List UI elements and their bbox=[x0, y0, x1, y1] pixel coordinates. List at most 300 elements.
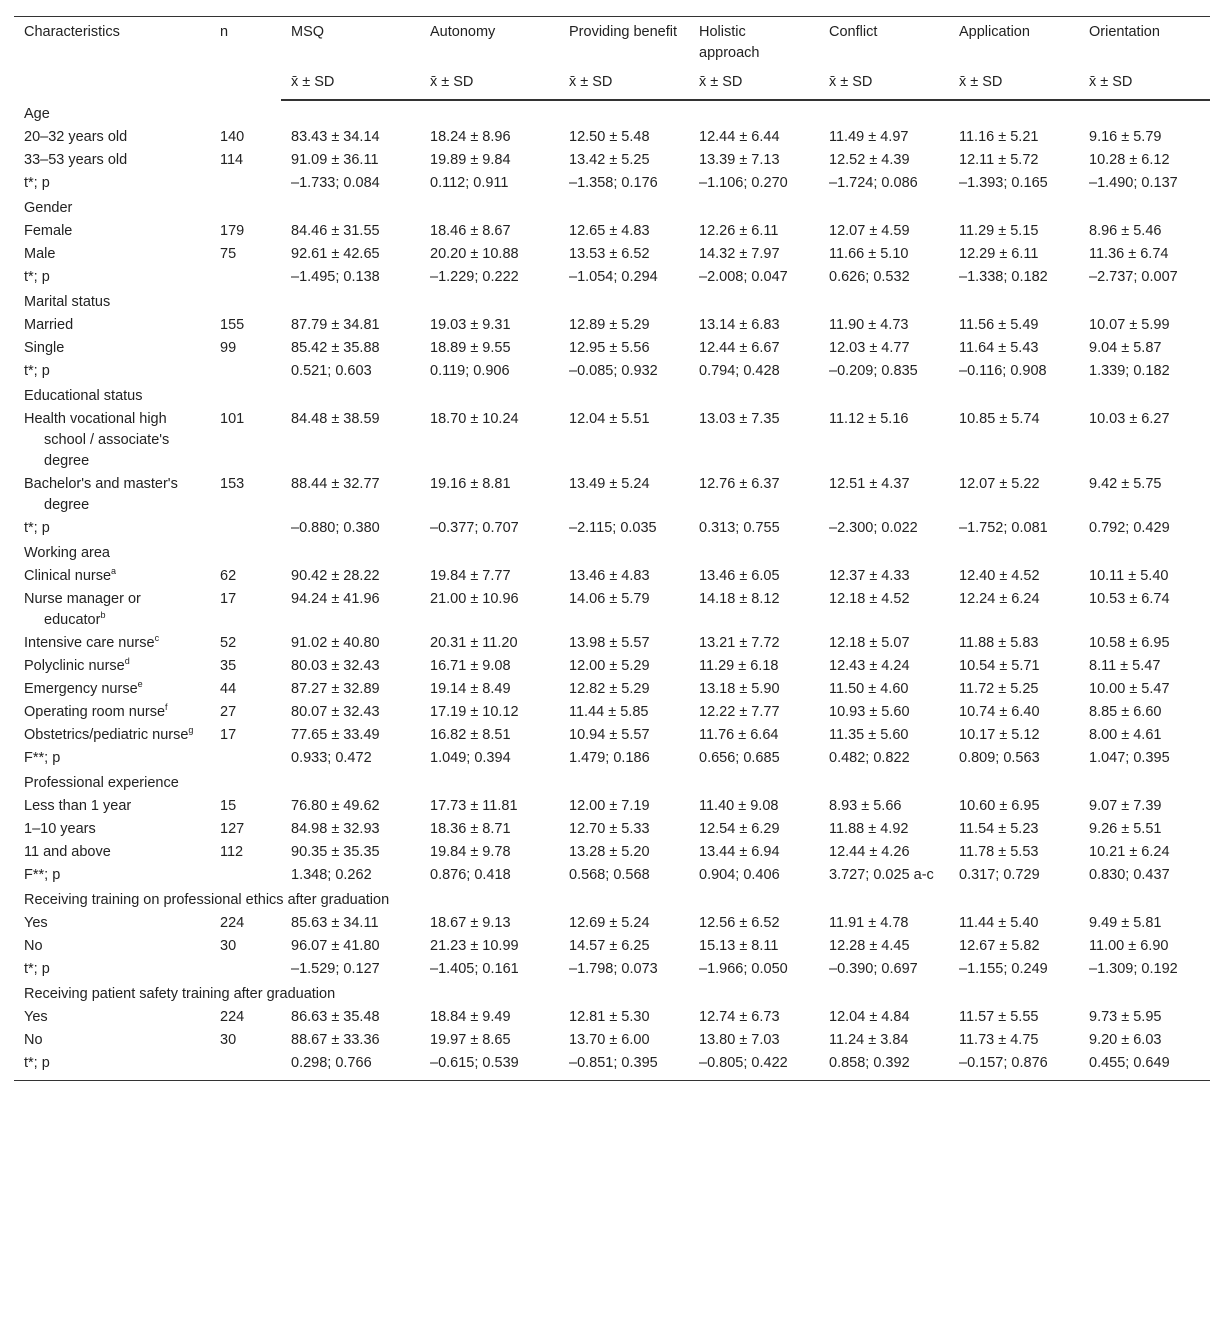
group-title: Professional experience bbox=[24, 775, 179, 791]
cell-value: 14.32 ± 7.97 bbox=[699, 246, 780, 262]
row-label bbox=[14, 1029, 210, 1052]
row-label bbox=[14, 912, 210, 935]
row-label-text: F**; p bbox=[24, 750, 61, 766]
cell-value: 13.18 ± 5.90 bbox=[699, 681, 780, 697]
cell-value: 9.42 ± 5.75 bbox=[1089, 476, 1162, 492]
cell-value: 11.64 ± 5.43 bbox=[959, 340, 1039, 356]
cell-value: –1.229; 0.222 bbox=[430, 269, 519, 285]
footnote-marker: c bbox=[154, 633, 160, 644]
cell-value: 0.933; 0.472 bbox=[291, 750, 372, 766]
cell-value: 3.727; 0.025 a-c bbox=[829, 867, 934, 883]
cell-value: 10.54 ± 5.71 bbox=[959, 658, 1040, 674]
row-label-text: F**; p bbox=[24, 867, 61, 883]
results-table bbox=[14, 16, 1210, 1081]
cell-value: –1.495; 0.138 bbox=[291, 269, 380, 285]
cell-value: 85.42 ± 35.88 bbox=[291, 340, 380, 356]
cell-value: 10.94 ± 5.57 bbox=[569, 727, 650, 743]
row-label-text: Operating room nurse bbox=[24, 704, 166, 720]
cell-value: 12.82 ± 5.29 bbox=[569, 681, 650, 697]
cell-value: 19.84 ± 9.78 bbox=[430, 844, 511, 860]
cell-value: 19.14 ± 8.49 bbox=[430, 681, 511, 697]
cell-value: –2.300; 0.022 bbox=[829, 520, 918, 536]
row-label-text: Health vocational high school / associate's degree bbox=[24, 411, 170, 469]
cell-n: 155 bbox=[220, 317, 245, 333]
cell-value: –1.338; 0.182 bbox=[959, 269, 1048, 285]
cell-value: –0.157; 0.876 bbox=[949, 1052, 1079, 1081]
cell-n: 17 bbox=[220, 591, 237, 607]
cell-value: 87.79 ± 34.81 bbox=[291, 317, 380, 333]
row-label-text: Polyclinic nurse bbox=[24, 658, 125, 674]
cell-value: 10.07 ± 5.99 bbox=[1089, 317, 1170, 333]
cell-value: 19.89 ± 9.84 bbox=[430, 152, 511, 168]
cell-value: 0.112; 0.911 bbox=[430, 175, 509, 191]
cell-value: 10.58 ± 6.95 bbox=[1089, 635, 1170, 651]
subheader-row bbox=[14, 68, 1210, 100]
cell-value: –0.851; 0.395 bbox=[559, 1052, 689, 1081]
cell-value: 10.17 ± 5.12 bbox=[959, 727, 1040, 743]
group-title: Receiving patient safety training after graduation bbox=[24, 986, 336, 1002]
cell-value: 8.00 ± 4.61 bbox=[1089, 727, 1162, 743]
cell-value: 85.63 ± 34.11 bbox=[291, 915, 379, 931]
row-label-text: t*; p bbox=[24, 175, 50, 191]
cell-n: 224 bbox=[220, 1009, 245, 1025]
cell-n: 62 bbox=[220, 568, 237, 584]
cell-value: 0.656; 0.685 bbox=[699, 750, 780, 766]
header-row bbox=[14, 17, 1210, 69]
cell-value: 12.70 ± 5.33 bbox=[569, 821, 650, 837]
cell-n: 27 bbox=[220, 704, 237, 720]
cell-n: 153 bbox=[220, 476, 245, 492]
row-label-text: Female bbox=[24, 223, 73, 239]
header-holistic-approach: Holistic approach bbox=[689, 17, 819, 69]
row-label bbox=[14, 314, 210, 337]
table-row bbox=[14, 172, 1210, 195]
cell-value: 11.36 ± 6.74 bbox=[1089, 246, 1169, 262]
cell-value: 18.67 ± 9.13 bbox=[430, 915, 511, 931]
cell-n: 127 bbox=[220, 821, 245, 837]
row-label bbox=[14, 266, 210, 289]
cell-value: 11.88 ± 4.92 bbox=[829, 821, 909, 837]
cell-value: 11.50 ± 4.60 bbox=[829, 681, 909, 697]
cell-value: 0.298; 0.766 bbox=[281, 1052, 420, 1081]
cell-value: 11.00 ± 6.90 bbox=[1089, 938, 1169, 954]
cell-value: 11.72 ± 5.25 bbox=[959, 681, 1039, 697]
group-title: Educational status bbox=[24, 388, 143, 404]
row-label bbox=[14, 337, 210, 360]
table-row bbox=[14, 747, 1210, 770]
row-label bbox=[14, 655, 210, 678]
row-label bbox=[14, 1006, 210, 1029]
cell-value: 18.89 ± 9.55 bbox=[430, 340, 511, 356]
header-autonomy: Autonomy bbox=[420, 17, 559, 69]
table-row bbox=[14, 588, 1210, 632]
cell-value: 11.76 ± 6.64 bbox=[699, 727, 779, 743]
cell-value: 77.65 ± 33.49 bbox=[291, 727, 380, 743]
row-label bbox=[14, 243, 210, 266]
cell-value: 80.07 ± 32.43 bbox=[291, 704, 380, 720]
cell-n: 44 bbox=[220, 681, 237, 697]
row-label bbox=[14, 360, 210, 383]
cell-value: 13.98 ± 5.57 bbox=[569, 635, 650, 651]
header-orientation: Orientation bbox=[1079, 17, 1210, 69]
cell-value: 84.48 ± 38.59 bbox=[291, 411, 380, 427]
cell-value: 11.78 ± 5.53 bbox=[959, 844, 1039, 860]
cell-value: 12.43 ± 4.24 bbox=[829, 658, 910, 674]
cell-value: 10.00 ± 5.47 bbox=[1089, 681, 1170, 697]
cell-value: 12.04 ± 4.84 bbox=[829, 1009, 910, 1025]
row-label-text: t*; p bbox=[24, 961, 50, 977]
group-title: Age bbox=[24, 106, 50, 122]
cell-value: 0.455; 0.649 bbox=[1079, 1052, 1210, 1081]
cell-value: 9.26 ± 5.51 bbox=[1089, 821, 1162, 837]
row-label-text: Married bbox=[24, 317, 74, 333]
row-label bbox=[14, 841, 210, 864]
cell-value: 11.16 ± 5.21 bbox=[959, 129, 1039, 145]
cell-value: 12.89 ± 5.29 bbox=[569, 317, 650, 333]
row-label-text: 20–32 years old bbox=[24, 129, 128, 145]
cell-n bbox=[210, 864, 281, 887]
cell-value: 12.95 ± 5.56 bbox=[569, 340, 650, 356]
row-label-text: t*; p bbox=[24, 269, 50, 285]
cell-value: 21.23 ± 10.99 bbox=[430, 938, 519, 954]
cell-value: 11.73 ± 4.75 bbox=[959, 1032, 1039, 1048]
cell-value: 17.19 ± 10.12 bbox=[430, 704, 519, 720]
table-row bbox=[14, 314, 1210, 337]
cell-n: 75 bbox=[220, 246, 237, 262]
cell-value: 0.792; 0.429 bbox=[1089, 520, 1170, 536]
cell-value: 19.97 ± 8.65 bbox=[430, 1032, 511, 1048]
row-label bbox=[14, 126, 210, 149]
header-n: n bbox=[210, 17, 281, 69]
subheader-stat: x̄ ± SD bbox=[281, 68, 420, 100]
row-label bbox=[14, 632, 210, 655]
cell-value: 11.66 ± 5.10 bbox=[829, 246, 909, 262]
cell-value: 12.56 ± 6.52 bbox=[699, 915, 780, 931]
cell-value: 13.03 ± 7.35 bbox=[699, 411, 780, 427]
cell-value: 20.20 ± 10.88 bbox=[430, 246, 519, 262]
cell-value: 10.21 ± 6.24 bbox=[1089, 844, 1170, 860]
cell-value: 11.88 ± 5.83 bbox=[959, 635, 1039, 651]
cell-value: 10.53 ± 6.74 bbox=[1089, 591, 1170, 607]
table-row bbox=[14, 1006, 1210, 1029]
row-label bbox=[14, 701, 210, 724]
group-header-row bbox=[14, 195, 1210, 220]
cell-value: 87.27 ± 32.89 bbox=[291, 681, 380, 697]
table-row bbox=[14, 701, 1210, 724]
cell-value: 12.67 ± 5.82 bbox=[959, 938, 1040, 954]
cell-value: 19.84 ± 7.77 bbox=[430, 568, 511, 584]
cell-value: 96.07 ± 41.80 bbox=[291, 938, 380, 954]
cell-value: –0.390; 0.697 bbox=[829, 961, 918, 977]
row-label-text: 33–53 years old bbox=[24, 152, 128, 168]
row-label-text: Nurse manager or educator bbox=[24, 591, 141, 628]
cell-value: 12.50 ± 5.48 bbox=[569, 129, 650, 145]
cell-n: 35 bbox=[220, 658, 237, 674]
cell-value: –1.966; 0.050 bbox=[699, 961, 788, 977]
cell-value: 9.20 ± 6.03 bbox=[1089, 1032, 1162, 1048]
cell-value: 9.16 ± 5.79 bbox=[1089, 129, 1162, 145]
cell-value: 11.24 ± 3.84 bbox=[829, 1032, 909, 1048]
cell-n: 15 bbox=[220, 798, 237, 814]
footnote-marker: g bbox=[188, 725, 194, 736]
cell-value: 10.93 ± 5.60 bbox=[829, 704, 910, 720]
cell-value: –0.377; 0.707 bbox=[430, 520, 519, 536]
cell-value: 13.28 ± 5.20 bbox=[569, 844, 650, 860]
cell-value: 13.44 ± 6.94 bbox=[699, 844, 780, 860]
cell-n: 30 bbox=[220, 1032, 237, 1048]
row-label bbox=[14, 149, 210, 172]
table-row bbox=[14, 266, 1210, 289]
group-header-row bbox=[14, 981, 1210, 1006]
row-label bbox=[14, 565, 210, 588]
table-body bbox=[14, 100, 1210, 1081]
cell-n bbox=[210, 360, 281, 383]
cell-value: 12.22 ± 7.77 bbox=[699, 704, 780, 720]
row-label-text: Yes bbox=[24, 1009, 48, 1025]
cell-value: 0.521; 0.603 bbox=[291, 363, 372, 379]
table-row bbox=[14, 126, 1210, 149]
cell-value: –2.115; 0.035 bbox=[569, 520, 657, 536]
row-label bbox=[14, 864, 210, 887]
cell-value: 92.61 ± 42.65 bbox=[291, 246, 380, 262]
cell-value: 14.57 ± 6.25 bbox=[569, 938, 650, 954]
cell-n bbox=[210, 958, 281, 981]
cell-value: 88.44 ± 32.77 bbox=[291, 476, 380, 492]
cell-n: 17 bbox=[220, 727, 237, 743]
cell-value: –1.405; 0.161 bbox=[430, 961, 519, 977]
cell-n: 114 bbox=[220, 152, 244, 168]
cell-value: 12.24 ± 6.24 bbox=[959, 591, 1040, 607]
cell-value: –2.737; 0.007 bbox=[1089, 269, 1178, 285]
cell-value: 12.81 ± 5.30 bbox=[569, 1009, 650, 1025]
footnote-marker: e bbox=[137, 679, 143, 690]
row-label-text: Male bbox=[24, 246, 56, 262]
table-row bbox=[14, 1029, 1210, 1052]
subheader-stat: x̄ ± SD bbox=[559, 68, 689, 100]
cell-value: 18.24 ± 8.96 bbox=[430, 129, 511, 145]
cell-n bbox=[210, 266, 281, 289]
cell-value: 11.35 ± 5.60 bbox=[829, 727, 909, 743]
cell-value: –0.880; 0.380 bbox=[291, 520, 380, 536]
cell-value: 0.830; 0.437 bbox=[1089, 867, 1170, 883]
cell-value: 17.73 ± 11.81 bbox=[430, 798, 518, 814]
group-title: Working area bbox=[24, 545, 110, 561]
cell-n: 112 bbox=[220, 844, 244, 860]
cell-value: 14.06 ± 5.79 bbox=[569, 591, 650, 607]
row-label bbox=[14, 818, 210, 841]
cell-value: 11.44 ± 5.40 bbox=[959, 915, 1039, 931]
cell-value: 9.04 ± 5.87 bbox=[1089, 340, 1162, 356]
cell-value: 11.54 ± 5.23 bbox=[959, 821, 1039, 837]
row-label-text: Bachelor's and master's degree bbox=[24, 476, 178, 513]
table-row bbox=[14, 678, 1210, 701]
footnote-marker: a bbox=[111, 566, 117, 577]
row-label-text: Less than 1 year bbox=[24, 798, 132, 814]
cell-n bbox=[210, 172, 281, 195]
cell-value: 13.46 ± 4.83 bbox=[569, 568, 650, 584]
cell-value: –0.116; 0.908 bbox=[959, 363, 1047, 379]
cell-value: 12.04 ± 5.51 bbox=[569, 411, 650, 427]
cell-value: 13.14 ± 6.83 bbox=[699, 317, 780, 333]
cell-value: 15.13 ± 8.11 bbox=[699, 938, 779, 954]
cell-value: 76.80 ± 49.62 bbox=[291, 798, 380, 814]
group-header-row bbox=[14, 100, 1210, 126]
subheader-blank bbox=[14, 68, 210, 100]
cell-value: 13.42 ± 5.25 bbox=[569, 152, 650, 168]
subheader-stat: x̄ ± SD bbox=[819, 68, 949, 100]
table-row bbox=[14, 632, 1210, 655]
cell-value: 80.03 ± 32.43 bbox=[291, 658, 380, 674]
cell-value: 91.02 ± 40.80 bbox=[291, 635, 380, 651]
cell-value: 12.11 ± 5.72 bbox=[959, 152, 1039, 168]
cell-n: 99 bbox=[220, 340, 237, 356]
table-row bbox=[14, 818, 1210, 841]
cell-n: 179 bbox=[220, 223, 245, 239]
cell-value: 13.49 ± 5.24 bbox=[569, 476, 650, 492]
cell-value: 1.348; 0.262 bbox=[291, 867, 372, 883]
row-label bbox=[14, 1052, 210, 1081]
cell-value: 12.52 ± 4.39 bbox=[829, 152, 910, 168]
cell-value: 12.28 ± 4.45 bbox=[829, 938, 910, 954]
row-label-text: Yes bbox=[24, 915, 48, 931]
cell-value: 13.21 ± 7.72 bbox=[699, 635, 780, 651]
cell-value: 12.07 ± 4.59 bbox=[829, 223, 910, 239]
cell-value: –0.209; 0.835 bbox=[829, 363, 918, 379]
cell-value: 18.36 ± 8.71 bbox=[430, 821, 511, 837]
cell-value: –0.805; 0.422 bbox=[689, 1052, 819, 1081]
group-header-row bbox=[14, 770, 1210, 795]
row-label bbox=[14, 935, 210, 958]
cell-value: 8.93 ± 5.66 bbox=[829, 798, 902, 814]
subheader-stat: x̄ ± SD bbox=[420, 68, 559, 100]
table-row bbox=[14, 655, 1210, 678]
cell-value: –1.106; 0.270 bbox=[699, 175, 788, 191]
row-label bbox=[14, 958, 210, 981]
group-title: Gender bbox=[24, 200, 73, 216]
group-header-row bbox=[14, 289, 1210, 314]
cell-n: 140 bbox=[220, 129, 245, 145]
cell-value: 12.65 ± 4.83 bbox=[569, 223, 650, 239]
cell-value: 11.91 ± 4.78 bbox=[829, 915, 909, 931]
cell-value: 20.31 ± 11.20 bbox=[430, 635, 518, 651]
cell-value: 8.96 ± 5.46 bbox=[1089, 223, 1162, 239]
row-label bbox=[14, 220, 210, 243]
cell-value: 11.49 ± 4.97 bbox=[829, 129, 909, 145]
cell-value: 9.49 ± 5.81 bbox=[1089, 915, 1162, 931]
header-msq: MSQ bbox=[281, 17, 420, 69]
cell-value: 13.46 ± 6.05 bbox=[699, 568, 780, 584]
cell-value: –1.054; 0.294 bbox=[569, 269, 658, 285]
table-row bbox=[14, 149, 1210, 172]
header-conflict: Conflict bbox=[819, 17, 949, 69]
cell-value: 94.24 ± 41.96 bbox=[291, 591, 380, 607]
cell-value: –1.309; 0.192 bbox=[1089, 961, 1178, 977]
cell-value: 13.70 ± 6.00 bbox=[569, 1032, 650, 1048]
cell-value: 10.74 ± 6.40 bbox=[959, 704, 1040, 720]
cell-value: 90.42 ± 28.22 bbox=[291, 568, 380, 584]
cell-value: 8.11 ± 5.47 bbox=[1089, 658, 1161, 674]
cell-value: 12.44 ± 6.44 bbox=[699, 129, 780, 145]
table-row bbox=[14, 912, 1210, 935]
cell-value: 19.03 ± 9.31 bbox=[430, 317, 511, 333]
table-row bbox=[14, 220, 1210, 243]
cell-value: 0.119; 0.906 bbox=[430, 363, 510, 379]
cell-value: –1.155; 0.249 bbox=[959, 961, 1048, 977]
cell-value: 12.03 ± 4.77 bbox=[829, 340, 910, 356]
table-row bbox=[14, 243, 1210, 266]
cell-value: 12.18 ± 5.07 bbox=[829, 635, 910, 651]
cell-value: 12.00 ± 5.29 bbox=[569, 658, 650, 674]
cell-value: 12.69 ± 5.24 bbox=[569, 915, 650, 931]
cell-value: 84.98 ± 32.93 bbox=[291, 821, 380, 837]
table-row bbox=[14, 473, 1210, 517]
cell-value: 13.80 ± 7.03 bbox=[699, 1032, 780, 1048]
cell-value: 11.57 ± 5.55 bbox=[959, 1009, 1039, 1025]
row-label-text: 1–10 years bbox=[24, 821, 96, 837]
table-row bbox=[14, 1052, 1210, 1081]
cell-value: 12.54 ± 6.29 bbox=[699, 821, 780, 837]
cell-value: 19.16 ± 8.81 bbox=[430, 476, 511, 492]
cell-n bbox=[210, 517, 281, 540]
cell-value: 18.46 ± 8.67 bbox=[430, 223, 511, 239]
subheader-stat: x̄ ± SD bbox=[689, 68, 819, 100]
cell-value: 90.35 ± 35.35 bbox=[291, 844, 380, 860]
cell-n: 52 bbox=[220, 635, 237, 651]
cell-value: 11.44 ± 5.85 bbox=[569, 704, 649, 720]
cell-value: –1.752; 0.081 bbox=[959, 520, 1048, 536]
cell-value: 9.07 ± 7.39 bbox=[1089, 798, 1162, 814]
subheader-stat: x̄ ± SD bbox=[949, 68, 1079, 100]
row-label-text: t*; p bbox=[24, 520, 50, 536]
row-label-text: Clinical nurse bbox=[24, 568, 112, 584]
cell-value: –1.529; 0.127 bbox=[291, 961, 380, 977]
cell-value: 12.51 ± 4.37 bbox=[829, 476, 910, 492]
row-label-text: 11 and above bbox=[24, 844, 111, 860]
cell-value: 12.29 ± 6.11 bbox=[959, 246, 1039, 262]
cell-value: 86.63 ± 35.48 bbox=[291, 1009, 380, 1025]
header-application: Application bbox=[949, 17, 1079, 69]
cell-n: 30 bbox=[220, 938, 237, 954]
cell-value: –1.798; 0.073 bbox=[569, 961, 658, 977]
row-label-text: No bbox=[24, 938, 43, 954]
subheader-blank bbox=[210, 68, 281, 100]
cell-value: 12.00 ± 7.19 bbox=[569, 798, 650, 814]
cell-value: 10.85 ± 5.74 bbox=[959, 411, 1040, 427]
cell-value: 16.82 ± 8.51 bbox=[430, 727, 511, 743]
cell-value: 9.73 ± 5.95 bbox=[1089, 1009, 1162, 1025]
cell-value: 8.85 ± 6.60 bbox=[1089, 704, 1162, 720]
row-label bbox=[14, 517, 210, 540]
cell-value: 1.047; 0.395 bbox=[1089, 750, 1170, 766]
cell-value: –0.615; 0.539 bbox=[420, 1052, 559, 1081]
footnote-marker: f bbox=[165, 702, 168, 713]
cell-value: 0.858; 0.392 bbox=[819, 1052, 949, 1081]
cell-value: –1.358; 0.176 bbox=[569, 175, 658, 191]
cell-value: 11.56 ± 5.49 bbox=[959, 317, 1039, 333]
group-title: Receiving training on professional ethics after graduation bbox=[24, 892, 390, 908]
row-label-text: Single bbox=[24, 340, 65, 356]
cell-value: –1.490; 0.137 bbox=[1089, 175, 1178, 191]
cell-value: –1.393; 0.165 bbox=[959, 175, 1048, 191]
cell-value: 12.18 ± 4.52 bbox=[829, 591, 910, 607]
cell-value: 10.28 ± 6.12 bbox=[1089, 152, 1170, 168]
cell-value: 0.794; 0.428 bbox=[699, 363, 780, 379]
cell-value: 11.90 ± 4.73 bbox=[829, 317, 909, 333]
table-row bbox=[14, 795, 1210, 818]
cell-value: 12.44 ± 4.26 bbox=[829, 844, 910, 860]
cell-value: 88.67 ± 33.36 bbox=[291, 1032, 380, 1048]
table-row bbox=[14, 864, 1210, 887]
